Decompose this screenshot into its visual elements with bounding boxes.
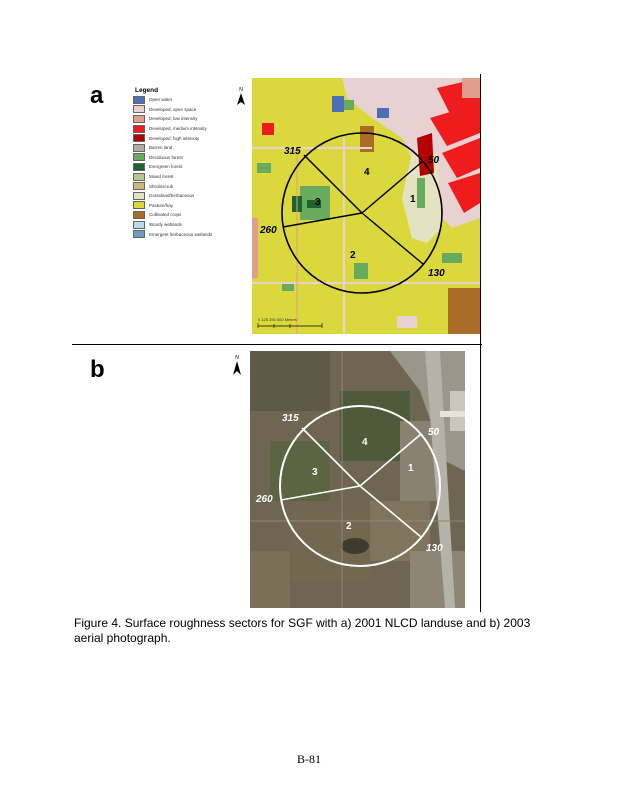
- legend-swatch: [133, 163, 145, 171]
- legend-item: [133, 162, 251, 172]
- legend-item: [133, 210, 251, 220]
- sector-label-3: 3: [315, 197, 321, 208]
- legend-label: Barren land: [149, 145, 173, 151]
- legend-item: [133, 201, 251, 211]
- angle-label-260-b: 260: [256, 494, 273, 505]
- angle-label-50-b: 50: [428, 427, 440, 438]
- legend-item: [133, 191, 251, 201]
- panel-b-letter: b: [90, 356, 105, 383]
- svg-text:N: N: [239, 87, 243, 93]
- svg-text:0 125 250 500 Meters: 0 125 250 500 Meters: [258, 317, 297, 322]
- legend-swatch: [133, 144, 145, 152]
- angle-label-315-b: 315: [282, 413, 299, 424]
- legend-swatch: [133, 182, 145, 190]
- sector-label-2: 2: [350, 250, 356, 261]
- nlcd-landuse-map: [252, 78, 480, 334]
- legend-label: Grassland/herbaceous: [149, 193, 195, 199]
- north-arrow-icon-b: [232, 354, 242, 376]
- legend-label: Emergent herbaceous wetlands: [149, 231, 213, 237]
- panel-a-letter: a: [90, 82, 104, 109]
- legend-label: Developed, low intensity: [149, 116, 198, 122]
- legend-swatch: [133, 115, 145, 123]
- sector-label-1-b: 1: [408, 463, 414, 474]
- angle-label-50: 50: [428, 155, 440, 166]
- legend-label: Open water: [149, 97, 173, 103]
- legend-swatch: [133, 221, 145, 229]
- legend-swatch: [133, 96, 145, 104]
- legend-swatch: [133, 192, 145, 200]
- legend-label: Developed, high intensity: [149, 135, 200, 141]
- legend-swatch: [133, 201, 145, 209]
- legend-item: [133, 181, 251, 191]
- angle-label-260: 260: [260, 225, 277, 236]
- legend-item: [133, 153, 251, 163]
- aerial-photograph: [250, 351, 465, 608]
- svg-text:N: N: [235, 355, 239, 361]
- legend-item: [133, 105, 251, 115]
- legend-item: [133, 133, 251, 143]
- angle-label-315: 315: [284, 146, 301, 157]
- legend-swatch: [133, 125, 145, 133]
- legend-item: [133, 172, 251, 182]
- sector-label-4: 4: [364, 167, 370, 178]
- legend-label: Woody wetlands: [149, 222, 182, 228]
- legend-label: Shrub/scrub: [149, 183, 174, 189]
- sector-label-1: 1: [410, 194, 416, 205]
- legend-label: Developed, open space: [149, 106, 197, 112]
- legend-title: Legend: [135, 87, 159, 94]
- angle-label-130: 130: [428, 268, 445, 279]
- legend-label: Cultivated crops: [149, 212, 182, 218]
- sector-label-3-b: 3: [312, 467, 318, 478]
- legend-item: [133, 114, 251, 124]
- land-use-legend: [133, 87, 251, 239]
- legend-item: [133, 220, 251, 230]
- legend-label: Pasture/hay: [149, 202, 174, 208]
- legend-label: Developed, medium intensity: [149, 126, 207, 132]
- legend-item: [133, 143, 251, 153]
- legend-swatch: [133, 211, 145, 219]
- page-number: B-81: [297, 752, 321, 766]
- figure-frame-right-border: [480, 74, 481, 612]
- legend-list: [133, 95, 251, 239]
- legend-label: Deciduous forest: [149, 154, 183, 160]
- angle-label-130-b: 130: [426, 543, 443, 554]
- legend-label: Evergreen forest: [149, 164, 183, 170]
- figure-caption: Figure 4. Surface roughness sectors for SGF with a) 2001 NLCD landuse and b) 2003 aerial photograph.: [74, 616, 531, 645]
- north-arrow-icon: [236, 86, 246, 106]
- legend-swatch: [133, 134, 145, 142]
- sector-label-2-b: 2: [346, 521, 352, 532]
- legend-swatch: [133, 105, 145, 113]
- legend-item: [133, 124, 251, 134]
- legend-item: [133, 95, 251, 105]
- legend-swatch: [133, 153, 145, 161]
- figure-frame-divider: [72, 344, 482, 345]
- legend-swatch: [133, 173, 145, 181]
- legend-swatch: [133, 230, 145, 238]
- legend-item: [133, 229, 251, 239]
- sector-label-4-b: 4: [362, 437, 368, 448]
- legend-label: Mixed forest: [149, 174, 174, 180]
